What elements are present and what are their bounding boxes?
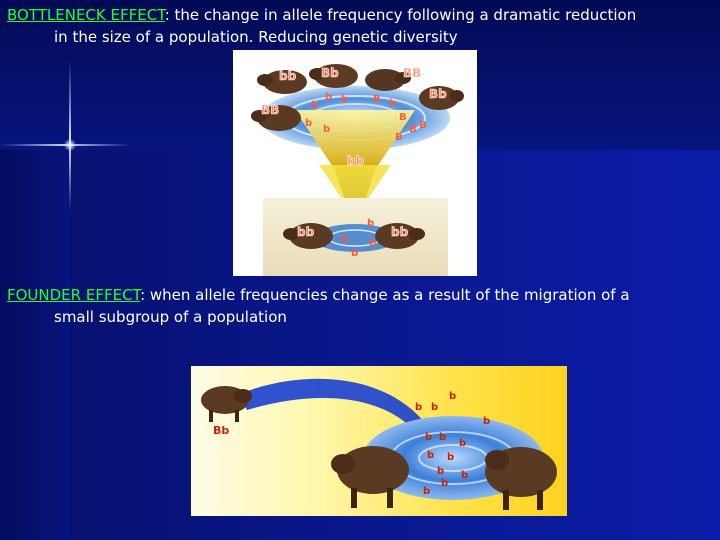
boar-icon [331,446,409,508]
bottleneck-definition-line2: in the size of a population. Reducing genetic diversity [54,28,458,46]
allele-letter: b [449,391,457,402]
allele-letter: B [409,124,417,135]
background-left-band [0,150,70,540]
allele-letter: b [461,470,469,481]
allele-letter: b [389,98,397,109]
allele-letter: B [373,94,381,105]
allele-letter: b [447,452,455,463]
allele-letter: B [399,112,407,123]
genotype-label: Bb [429,87,447,101]
lens-flare-core [64,139,76,151]
genotype-label: BB [261,103,280,117]
source-genotype-label: Bb [213,424,230,437]
founder-term: FOUNDER EFFECT [7,286,141,304]
founder-illustration-svg [191,366,567,516]
allele-letter: b [483,416,491,427]
bottleneck-term: BOTTLENECK EFFECT [7,6,165,24]
allele-letter: b [441,478,449,489]
allele-letter: b [427,450,435,461]
allele-letter: B [395,132,403,143]
genotype-label: bb [297,225,315,239]
bottleneck-illustration [233,50,477,276]
allele-letter: b [437,466,445,477]
allele-letter: b [341,94,349,105]
genotype-label: Bb [321,66,339,80]
allele-letter: b [415,402,423,413]
allele-letter: b [323,124,331,135]
bottleneck-definition-line1: : the change in allele frequency following a dramatic reduction [164,6,637,24]
allele-letter: b [351,248,359,259]
allele-letter: B [419,120,427,131]
allele-letter: b [367,218,375,229]
allele-letter: b [459,438,467,449]
founder-definition-line2: small subgroup of a population [54,308,287,326]
lens-flare-vertical [69,60,71,210]
bottleneck-definition [7,4,707,48]
allele-letter: b [305,118,313,129]
allele-letter: b [431,402,439,413]
boar-icon [485,447,557,510]
source-boar-icon [201,386,252,422]
funnel-genotype-label: bb [347,154,365,168]
allele-letter: b [439,432,447,443]
founder-illustration [191,366,567,516]
bottleneck-illustration-svg [233,50,477,276]
founder-definition-line1: : when allele frequencies change as a result of the migration of a [140,286,630,304]
allele-letter: b [325,92,333,103]
genotype-label: BB [403,66,422,80]
allele-letter: b [369,238,377,249]
genotype-label: bb [279,69,297,83]
genotype-label: bb [391,225,409,239]
allele-letter: b [425,432,433,443]
allele-letter: b [341,234,349,245]
allele-letter: b [311,100,319,111]
founder-definition [7,284,707,328]
allele-letter: b [423,486,431,497]
